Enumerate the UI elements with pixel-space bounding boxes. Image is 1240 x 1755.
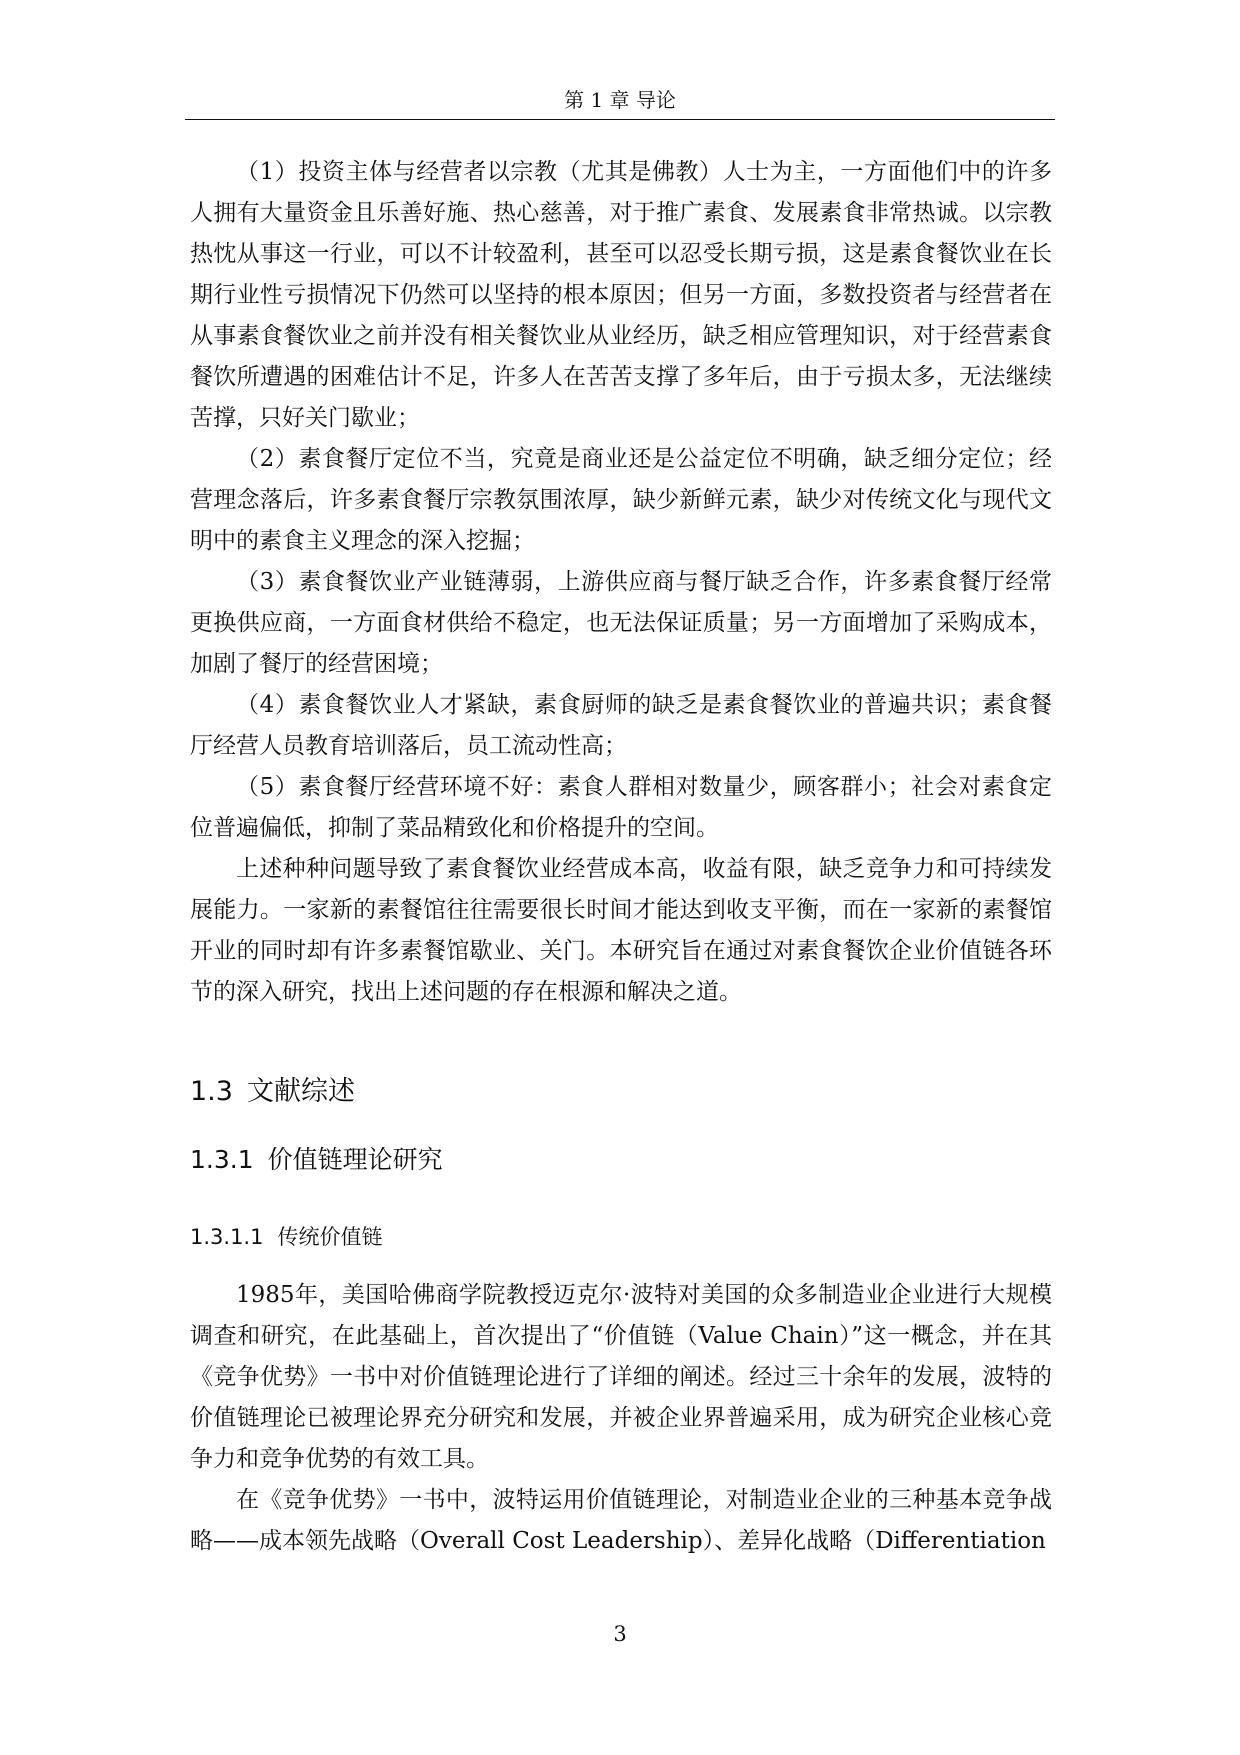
subsection-title: 价值链理论研究: [267, 1145, 443, 1174]
paragraph-value-chain-origin: 1985年，美国哈佛商学院教授迈克尔·波特对美国的众多制造业企业进行大规模调查和研究，在此基础上，首次提出了“价值链（Value Chain）”这一概念，并在其《竞争优势》一书中对价值链理论进行了详细的阐述。经过三十余年的发展，波特的价值链理论已被理论界充分研究和发展，并被企业界普遍采用，成为研究企业核心竞争力和竞争优势的有效工具。: [190, 1282, 1052, 1472]
paragraph-summary: 上述种种问题导致了素食餐饮业经营成本高，收益有限，缺乏竞争力和可持续发展能力。一家新的素餐馆往往需要很长时间才能达到收支平衡，而在一家新的素餐馆开业的同时却有许多素餐馆歇业、关门。本研究旨在通过对素食餐饮企业价值链各环节的深入研究，找出上述问题的存在根源和解决之道。: [190, 856, 1052, 1005]
paragraph-item-1: （1）投资主体与经营者以宗教（尤其是佛教）人士为主，一方面他们中的许多人拥有大量资金且乐善好施、热心慈善，对于推广素食、发展素食非常热诚。以宗教热忱从事这一行业，可以不计较盈利，甚至可以忍受长期亏损，这是素食餐饮业在长期行业性亏损情况下仍然可以坚持的根本原因；但另一方面，多数投资者与经营者在从事素食餐饮业之前并没有相关餐饮业从业经历，缺乏相应管理知识，对于经营素食餐饮所遭遇的困难估计不足，许多人在苦苦支撑了多年后，由于亏损太多，无法继续苦撑，只好关门歇业；: [190, 159, 1052, 431]
section-number: 1.3: [190, 1076, 233, 1107]
paragraph-competitive-strategy: 在《竞争优势》一书中，波特运用价值链理论，对制造业企业的三种基本竞争战略——成本领先战略（Overall Cost Leadership）、差异化战略（Differentiation: [190, 1487, 1052, 1554]
section-heading: [190, 1072, 355, 1112]
subsection-number: 1.3.1: [190, 1145, 254, 1174]
page-number: 3: [613, 1622, 627, 1646]
body-text-bottom: [190, 1275, 1052, 1562]
paragraph-item-5: （5）素食餐厅经营环境不好：素食人群相对数量少，顾客群小；社会对素食定位普遍偏低，抑制了菜品精致化和价格提升的空间。: [190, 774, 1052, 841]
subsubsection-title: 传统价值链: [277, 1225, 383, 1249]
paragraph-item-3: （3）素食餐饮业产业链薄弱，上游供应商与餐厅缺乏合作，许多素食餐厅经常更换供应商，一方面食材供给不稳定，也无法保证质量；另一方面增加了采购成本，加剧了餐厅的经营困境；: [190, 569, 1052, 677]
subsubsection-heading: [190, 1220, 382, 1254]
body-text-top: [190, 152, 1052, 1013]
running-head: 第 1 章 导论: [564, 88, 676, 112]
section-title: 文献综述: [246, 1076, 355, 1107]
header-rule: [185, 119, 1055, 120]
paragraph-item-4: （4）素食餐饮业人才紧缺，素食厨师的缺乏是素食餐饮业的普遍共识；素食餐厅经营人员教育培训落后，员工流动性高；: [190, 692, 1052, 759]
paragraph-item-2: （2）素食餐厅定位不当，究竟是商业还是公益定位不明确，缺乏细分定位；经营理念落后，许多素食餐厅宗教氛围浓厚，缺少新鲜元素，缺少对传统文化与现代文明中的素食主义理念的深入挖掘；: [190, 446, 1052, 554]
subsection-heading: [190, 1141, 443, 1179]
subsubsection-number: 1.3.1.1: [190, 1225, 264, 1249]
